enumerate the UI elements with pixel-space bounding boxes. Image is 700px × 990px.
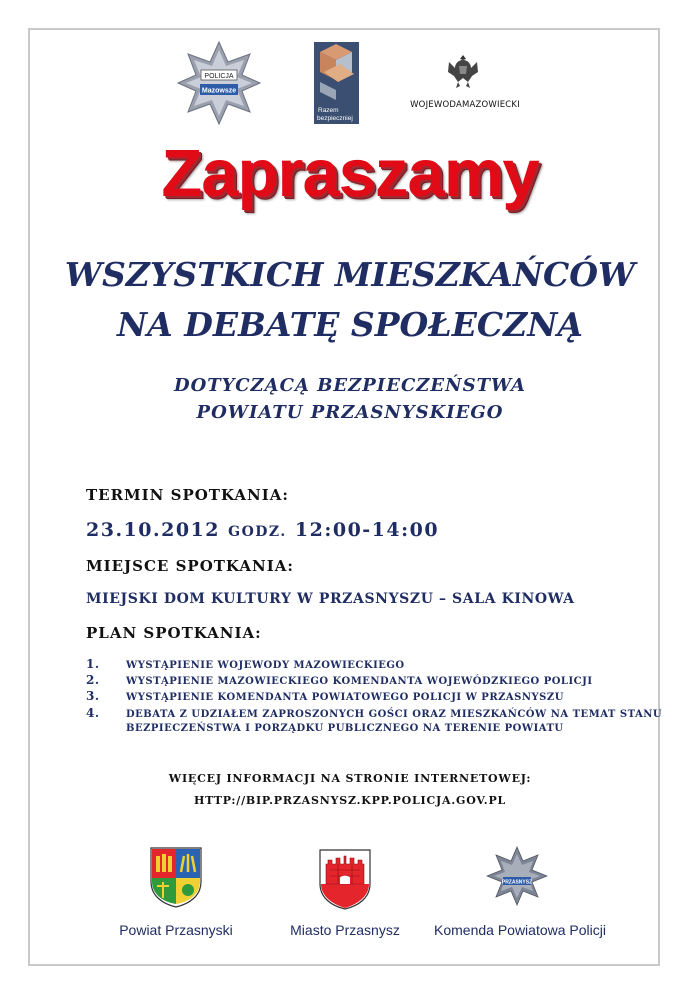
plan-item-num: 3.: [86, 689, 100, 703]
plan-item-text: WYSTĄPIENIE WOJEWODY MAZOWIECKIEGO: [126, 660, 405, 671]
miejsce-value: MIEJSKI DOM KULTURY W PRZASNYSZU – SALA KINOWA: [86, 591, 575, 607]
footer-label-powiat: Powiat Przasnyski: [119, 922, 233, 938]
subtitle-line-2: POWIATU PRZASNYSKIEGO: [196, 402, 504, 423]
miejsce-label: MIEJSCE SPOTKANIA:: [86, 557, 294, 575]
time-value: 12:00-14:00: [294, 519, 440, 541]
footer-label-komenda: Komenda Powiatowa Policji: [434, 922, 606, 938]
plan-item-text: DEBATA Z UDZIAŁEM ZAPROSZONYCH GOŚCI ORAZ MIESZKAŃCÓW NA TEMAT STANU: [126, 709, 663, 720]
miasto-crest-icon: [318, 848, 372, 910]
date-value: 23.10.2012: [86, 519, 220, 541]
info-line: WIĘCEJ INFORMACJI NA STRONIE INTERNETOWEJ:: [168, 772, 532, 785]
razem-bezpieczniej-logo: [314, 42, 359, 124]
razem-text-2: bezpieczniej: [317, 115, 353, 122]
powiat-crest-icon: [149, 846, 203, 908]
plan-item-continuation: BEZPIECZEŃSTWA I PORZĄDKU PUBLICZNEGO NA TERENIE POWIATU: [126, 723, 564, 734]
plan-item: [86, 690, 564, 703]
police-badge-text: PRZASNYSZ: [501, 879, 533, 886]
headline: Zapraszamy: [161, 136, 539, 211]
subtitle-line-1: DOTYCZĄCĄ BEZPIECZEŃSTWA: [173, 375, 527, 396]
plan-item-num: 4.: [86, 706, 100, 720]
plan-item-text: WYSTĄPIENIE MAZOWIECKIEGO KOMENDANTA WOJEWÓDZKIEGO POLICJI: [126, 676, 593, 687]
plan-item: [86, 658, 405, 671]
police-badge-bottom: Mazowsze: [201, 87, 237, 95]
plan-label: PLAN SPOTKANIA:: [86, 624, 262, 642]
plan-item-text: WYSTĄPIENIE KOMENDANTA POWIATOWEGO POLICJI W PRZASNYSZU: [126, 692, 564, 703]
title-line-2: NA DEBATĘ SPOŁECZNĄ: [116, 305, 583, 344]
police-star-icon: [176, 40, 262, 126]
plan-item-num: 2.: [86, 673, 100, 687]
footer-label-miasto: Miasto Przasnysz: [290, 922, 400, 938]
police-star-icon: [486, 846, 548, 906]
polish-eagle-icon: [446, 52, 480, 90]
plan-item: [86, 674, 593, 687]
plan-item-num: 1.: [86, 657, 100, 671]
wojewoda-label: WOJEWODAMAZOWIECKI: [410, 100, 520, 110]
police-badge-top: POLICJA: [204, 73, 234, 80]
meeting-date: [86, 521, 439, 540]
godz-label: GODZ.: [228, 524, 287, 540]
plan-item: [86, 707, 662, 720]
termin-label: TERMIN SPOTKANIA:: [86, 486, 289, 504]
info-url[interactable]: HTTP://BIP.PRZASNYSZ.KPP.POLICJA.GOV.PL: [193, 794, 507, 807]
title-line-1: WSZYSTKICH MIESZKAŃCÓW: [64, 255, 636, 294]
razem-text-1: Razem: [318, 107, 339, 114]
